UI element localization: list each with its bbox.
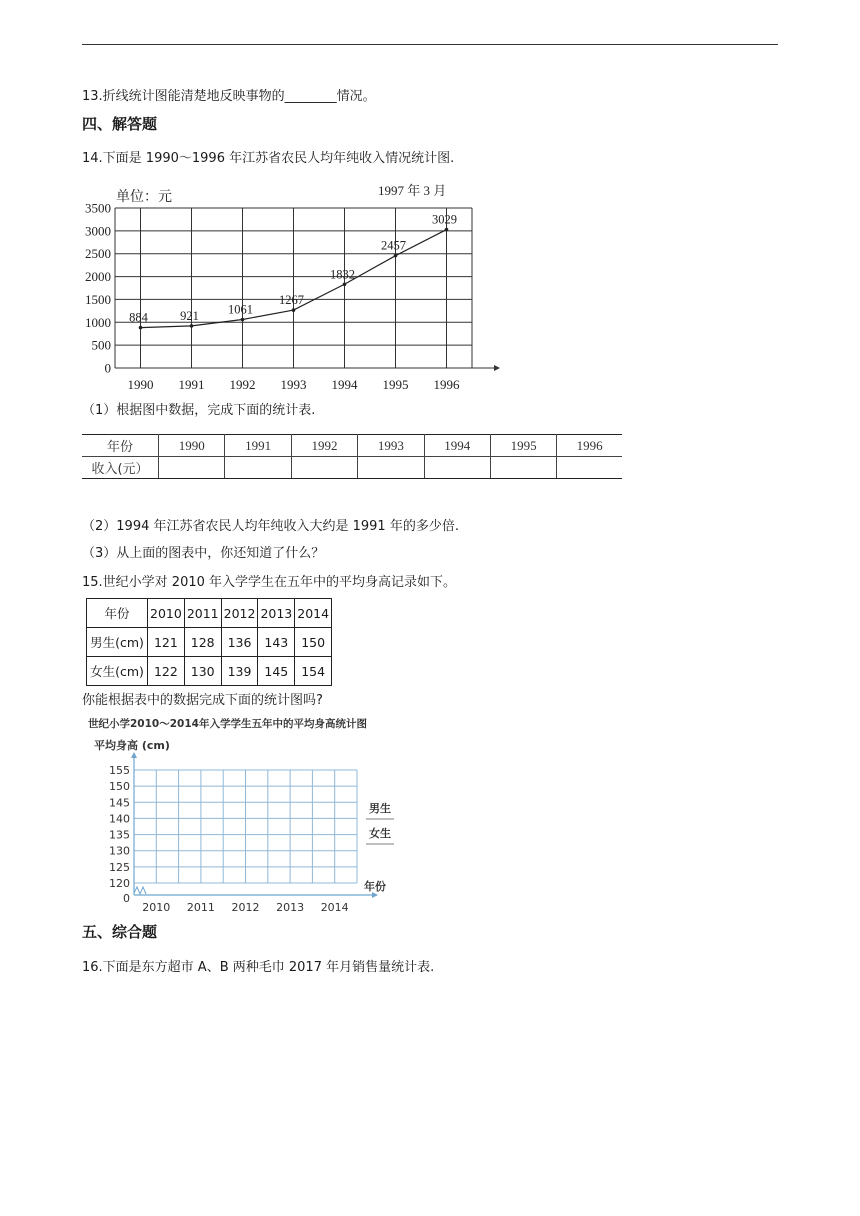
question-14-intro: 14.下面是 1990～1996 年江苏省农民人均年纯收入情况统计图. [82, 151, 455, 166]
year-cell: 1994 [424, 435, 490, 457]
x-category-label: 1990 [127, 377, 154, 392]
y-tick-label: 3500 [85, 200, 111, 216]
income-line-chart [82, 180, 512, 395]
legend-label: 女生 [369, 827, 391, 840]
data-point [139, 326, 143, 330]
x-category-label: 1991 [178, 377, 205, 392]
income-table-income-row [82, 457, 622, 479]
data-label: 2457 [381, 238, 406, 253]
year-cell: 1991 [225, 435, 291, 457]
height-chart-y-label: 平均身高 (cm) [94, 739, 170, 752]
question-15-intro: 15.世纪小学对 2010 年入学学生在五年中的平均身高记录如下。 [82, 575, 457, 590]
height-table-boys-row [87, 628, 332, 657]
question-14-part-2: （2）1994 年江苏省农民人均年纯收入大约是 1991 年的多少倍. [82, 519, 459, 534]
income-chart-x-labels [128, 377, 461, 392]
y-tick-label: 500 [91, 337, 111, 353]
boys-height-cell: 143 [258, 628, 295, 657]
data-label: 1267 [279, 293, 304, 308]
income-blank-cell[interactable] [557, 457, 622, 479]
height-header-cell: 2010 [148, 599, 185, 628]
y-tick-label: 150 [109, 780, 130, 794]
year-cell: 1995 [490, 435, 556, 457]
income-blank-cell[interactable] [490, 457, 556, 479]
height-chart-grid [131, 752, 378, 898]
height-table-header-row [87, 599, 332, 628]
x-category-label: 1994 [331, 377, 358, 392]
y-tick-label: 125 [109, 860, 130, 874]
height-header-cell: 2014 [295, 599, 332, 628]
height-header-cell: 2011 [184, 599, 221, 628]
income-chart-grid [115, 208, 500, 371]
x-category-label: 2014 [320, 901, 349, 914]
x-category-label: 1992 [229, 377, 256, 392]
boys-row-label: 男生(cm) [87, 628, 148, 657]
boys-height-cell: 128 [184, 628, 221, 657]
income-table-year-row [82, 435, 622, 457]
girls-height-cell: 122 [148, 657, 185, 686]
income-row-header: 收入(元） [82, 457, 159, 479]
height-table-girls-row [87, 657, 332, 686]
x-axis-arrow [494, 365, 500, 371]
y-tick-label: 2500 [85, 246, 111, 262]
girls-height-cell: 130 [184, 657, 221, 686]
height-header-cell: 2013 [258, 599, 295, 628]
income-blank-cell[interactable] [225, 457, 291, 479]
year-cell: 1996 [557, 435, 622, 457]
y-tick-label: 2000 [85, 269, 111, 285]
y-tick-label: 1500 [85, 291, 111, 307]
data-label: 921 [180, 308, 199, 323]
height-chart-title: 世纪小学2010～2014年入学学生五年中的平均身高统计图 [88, 718, 367, 730]
data-label: 3029 [432, 212, 457, 227]
height-chart-x-labels [142, 901, 348, 914]
data-label: 1061 [228, 302, 253, 317]
section-4-title: 四、解答题 [82, 115, 158, 133]
height-blank-line-chart [82, 712, 412, 917]
y-tick-label: 3000 [85, 223, 111, 239]
question-14-part-3: （3）从上面的图表中，你还知道了什么？ [82, 546, 325, 561]
y-tick-label: 155 [109, 764, 130, 777]
boys-height-cell: 150 [295, 628, 332, 657]
y-tick-label: 140 [109, 812, 130, 826]
height-chart-y-ticks [109, 764, 130, 905]
girls-height-cell: 154 [295, 657, 332, 686]
x-category-label: 2013 [276, 901, 305, 914]
x-category-label: 2011 [186, 901, 215, 914]
legend-label: 男生 [369, 802, 391, 815]
data-point [292, 308, 296, 312]
y-tick-label: 135 [109, 828, 130, 842]
income-blank-cell[interactable] [424, 457, 490, 479]
x-category-label: 1995 [382, 377, 409, 392]
boys-height-cell: 121 [148, 628, 185, 657]
header-rule [82, 44, 778, 45]
data-point [343, 282, 347, 286]
year-cell: 1993 [358, 435, 424, 457]
question-13: 13.折线统计图能清楚地反映事物的________情况。 [82, 89, 376, 104]
girls-height-cell: 145 [258, 657, 295, 686]
year-cell: 1990 [159, 435, 225, 457]
data-point [241, 318, 245, 322]
income-blank-cell[interactable] [291, 457, 357, 479]
girls-row-label: 女生(cm) [87, 657, 148, 686]
x-category-label: 1996 [433, 377, 460, 392]
section-5-title: 五、综合题 [82, 923, 158, 941]
y-tick-label: 0 [123, 892, 130, 905]
income-chart-y-ticks [85, 201, 111, 376]
question-15-prompt: 你能根据表中的数据完成下面的统计图吗? [82, 693, 323, 708]
income-unit-label: 单位：元 [116, 189, 172, 205]
y-tick-label: 130 [109, 844, 130, 858]
data-point [190, 324, 194, 328]
income-fill-table [82, 434, 622, 479]
x-category-label: 1993 [280, 377, 307, 392]
height-chart-legend [366, 801, 394, 844]
year-cell: 1992 [291, 435, 357, 457]
data-label: 884 [129, 310, 148, 325]
height-chart-x-label: 年份 [364, 880, 386, 893]
income-blank-cell[interactable] [358, 457, 424, 479]
height-record-table [86, 598, 332, 686]
y-tick-label: 145 [109, 796, 130, 810]
income-date-label: 1997 年 3 月 [378, 183, 447, 198]
y-axis-arrow [131, 752, 137, 758]
income-blank-cell[interactable] [159, 457, 225, 479]
axis-break-mark [134, 887, 146, 894]
question-14-part-1: （1）根据图中数据，完成下面的统计表. [82, 403, 316, 418]
y-tick-label: 120 [109, 877, 130, 890]
x-category-label: 2012 [231, 901, 260, 914]
data-point [394, 254, 398, 258]
girls-height-cell: 139 [221, 657, 258, 686]
year-row-header: 年份 [82, 435, 159, 457]
data-label: 1832 [330, 267, 355, 282]
y-tick-label: 0 [104, 360, 111, 376]
boys-height-cell: 136 [221, 628, 258, 657]
height-header-cell: 2012 [221, 599, 258, 628]
x-category-label: 2010 [142, 901, 171, 914]
height-header-cell: 年份 [87, 599, 148, 628]
axis-break-zigzag [134, 887, 146, 894]
question-16: 16.下面是东方超市 A、B 两种毛巾 2017 年月销售量统计表. [82, 960, 435, 975]
data-point [445, 228, 449, 232]
y-tick-label: 1000 [85, 314, 111, 330]
